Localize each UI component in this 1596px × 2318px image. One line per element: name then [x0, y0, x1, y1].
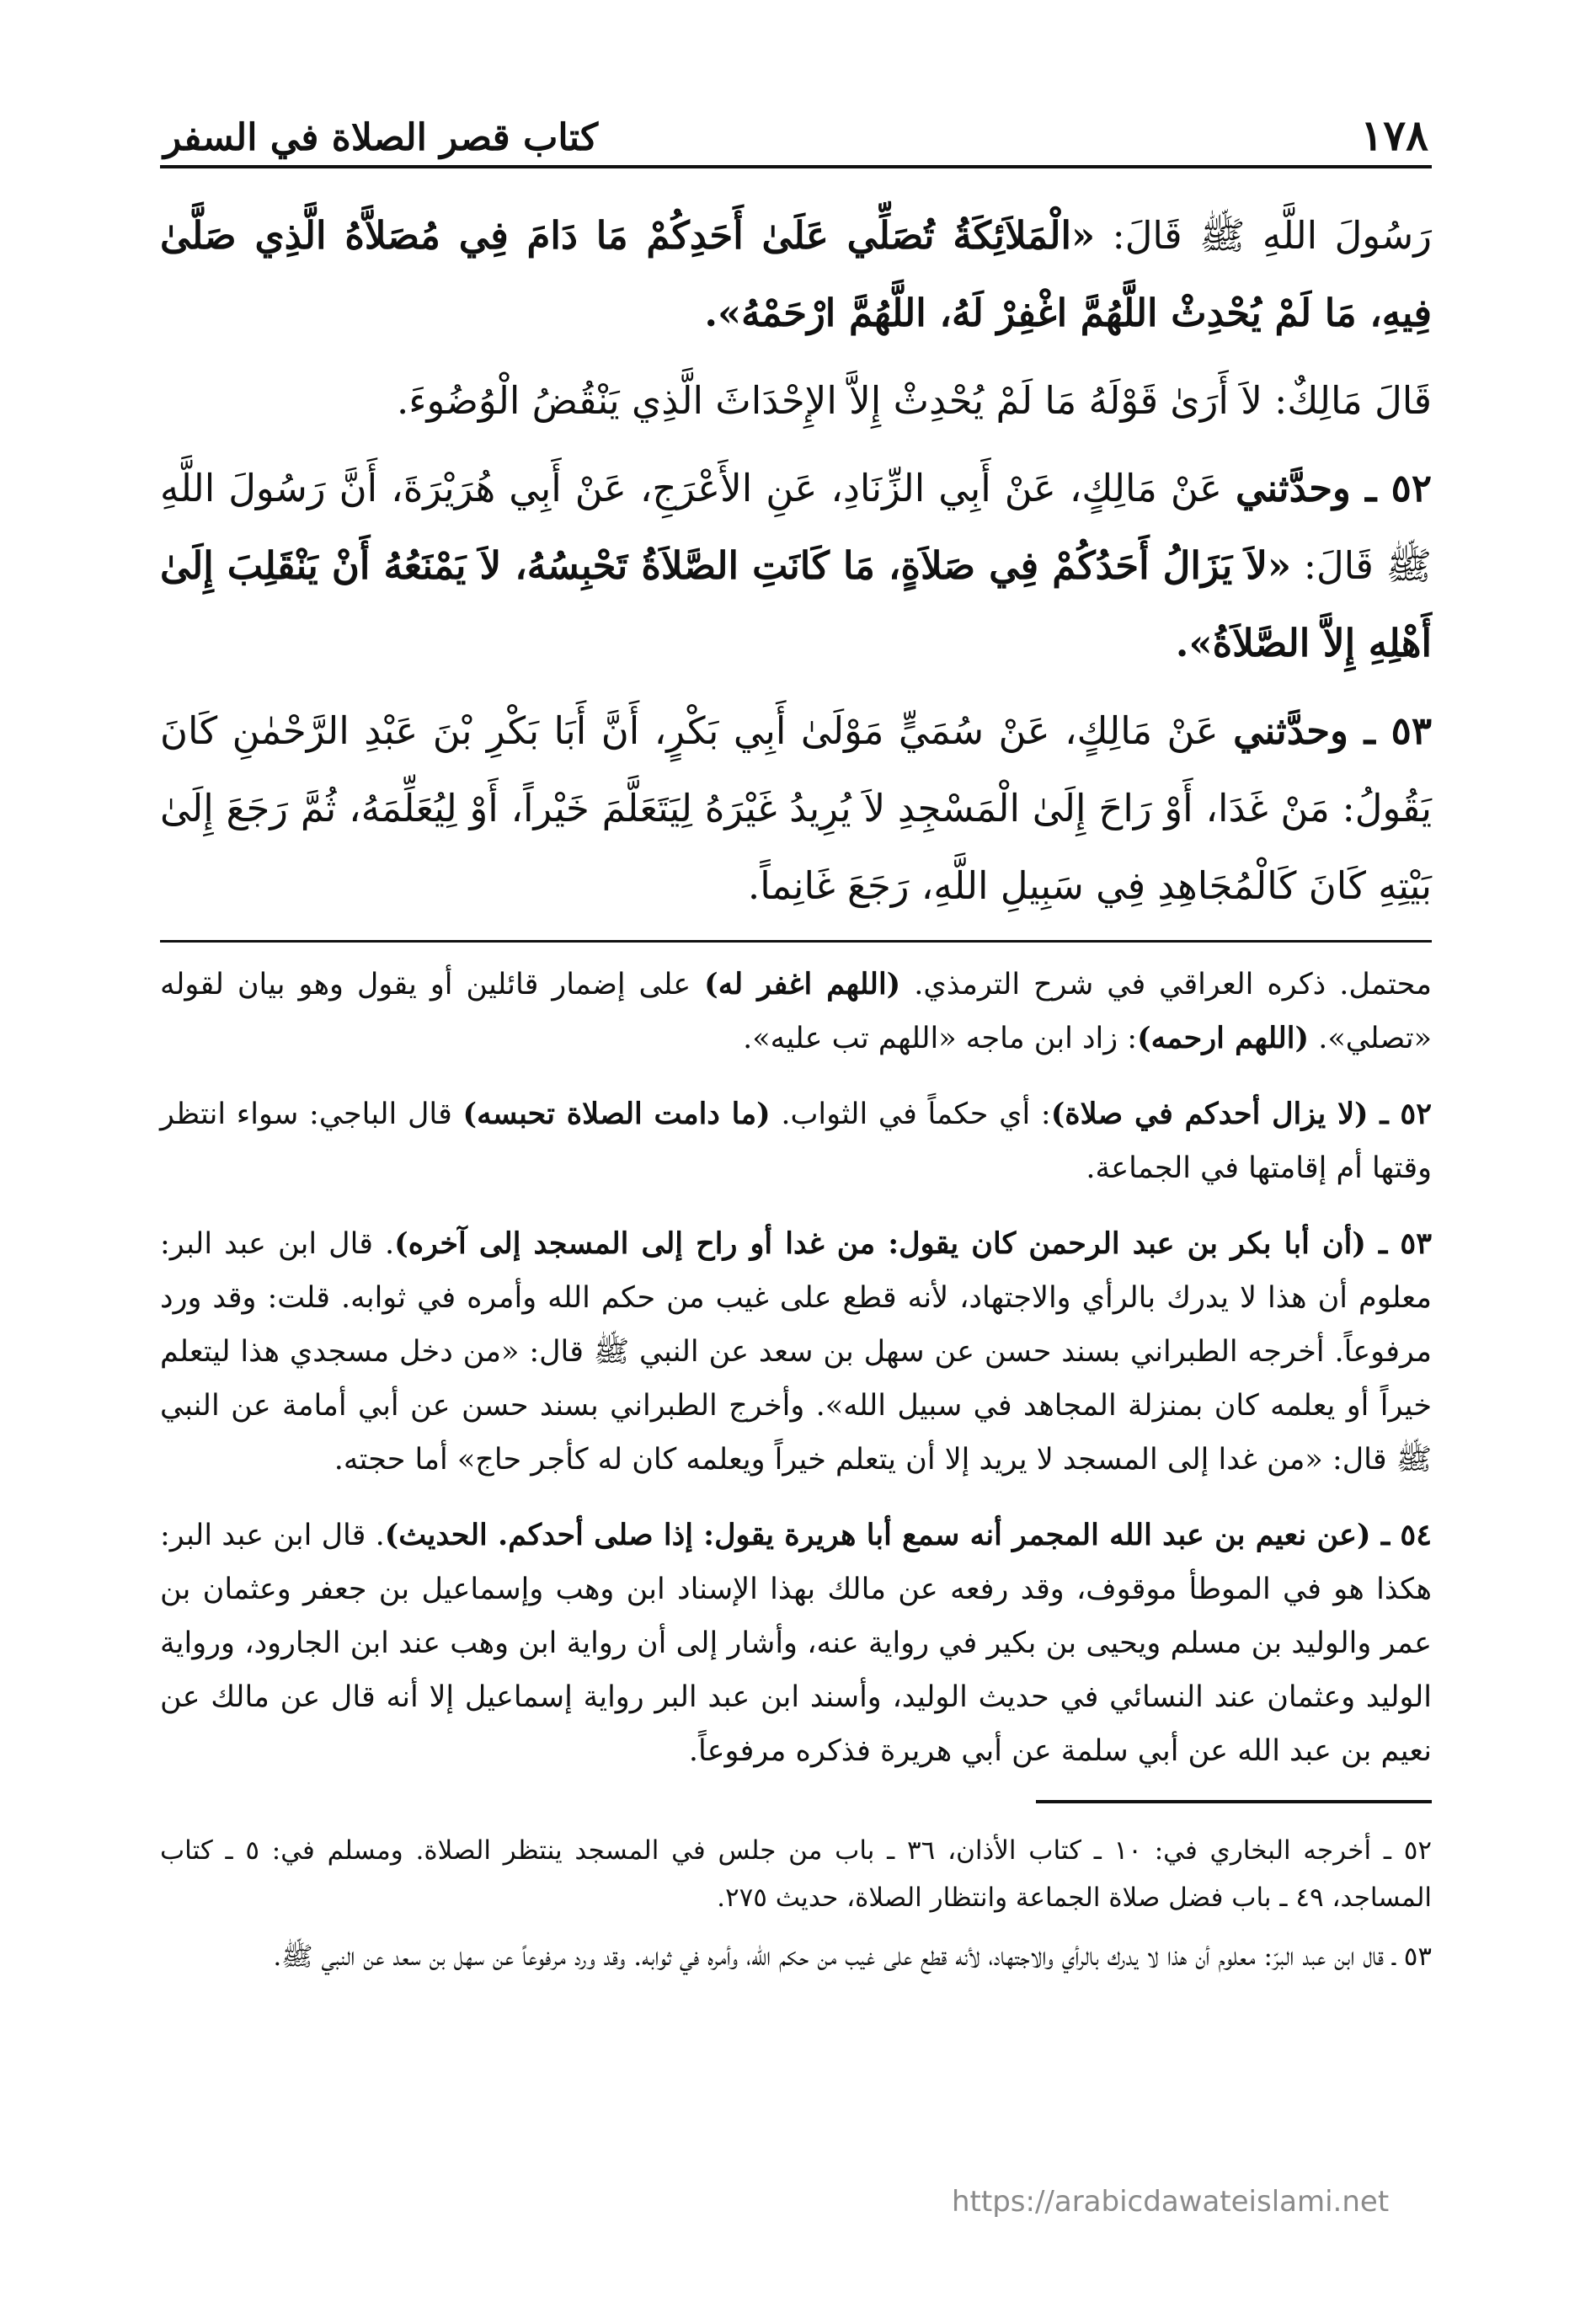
commentary-paragraph	[160, 958, 1432, 1066]
commentary-text: قال الباجي: سواء انتظر وقتها أم إقامتها في الجماعة.	[160, 1098, 1432, 1185]
commentary-section	[160, 958, 1432, 1778]
footnotes-section	[160, 1827, 1432, 1980]
footnote: ٥٣ ـ قال ابن عبد البرّ: معلوم أن هذا لا يدرك بالرأي والاجتهاد، لأنه قطع على غيب من حكم الله، وأمره في ثوابه. وقد ورد مرفوعاً عن سهل بن سعد عن النبي ﷺ.	[273, 1941, 1432, 1972]
hadith-main-text	[160, 197, 1432, 925]
hadith-paragraph	[160, 692, 1432, 925]
hadith-paragraph	[160, 450, 1432, 682]
running-title: كتاب قصر الصلاة في السفر	[163, 116, 599, 159]
hadith-number: ٥٢ ـ وحدَّثني	[1235, 466, 1433, 510]
hadith-text: عَنْ مَالِكٍ، عَنْ سُمَيٍّ مَوْلَىٰ أَبِي بَكْرٍ، أَنَّ أَبَا بَكْرِ بْنَ عَبْدِ الرَّحْمٰنِ كَانَ يَقُولُ: مَنْ غَدَا، أَوْ رَاحَ إِلَىٰ الْمَسْجِدِ لاَ يُرِيدُ غَيْرَهُ لِيَتَعَلَّمَ خَيْراً، أَوْ لِيُعَلِّمَهُ، ثُمَّ رَجَعَ إِلَىٰ بَيْتِهِ كَانَ كَالْمُجَاهِدِ فِي سَبِيلِ اللَّهِ، رَجَعَ غَانِماً.	[160, 708, 1432, 908]
commentary-paragraph	[160, 1087, 1432, 1195]
commentary-paragraph	[160, 1217, 1432, 1487]
commentary-heading: (ما دامت الصلاة تحبسه)	[462, 1097, 771, 1131]
commentary-text: : زاد ابن ماجه «اللهم تب عليه».	[743, 1022, 1138, 1055]
commentary-text: محتمل. ذكره العراقي في شرح الترمذي.	[914, 968, 1432, 1001]
page-number: ١٧٨	[1360, 110, 1428, 160]
hadith-text: رَسُولَ اللَّهِ ﷺ قَالَ:	[1112, 213, 1432, 258]
hadith-text: عَنْ مَالِكٍ، عَنْ أَبِي الزِّنَادِ، عَنِ الأَعْرَجِ، عَنْ أَبِي هُرَيْرَةَ، أَنَّ رَسُولَ اللَّهِ ﷺ قَالَ:	[160, 466, 1432, 588]
watermark-url: https://arabicdawateislami.net	[952, 2185, 1390, 2219]
commentary-heading: ٥٤ ـ (عن نعيم بن عبد الله المجمر أنه سمع أبا هريرة يقول: إذا صلى أحدكم. الحديث)	[384, 1518, 1432, 1552]
commentary-paragraph	[160, 1509, 1432, 1778]
hadith-quote: «لاَ يَزَالُ أَحَدُكُمْ فِي صَلاَةٍ، مَا كَانَتِ الصَّلاَةُ تَحْبِسُهُ، لاَ يَمْنَعُهُ أَنْ يَنْقَلِبَ إِلَىٰ أَهْلِهِ إِلاَّ الصَّلاَةُ».	[160, 543, 1432, 665]
malik-comment: قَالَ مَالِكٌ: لاَ أَرَىٰ قَوْلَهُ مَا لَمْ يُحْدِثْ إِلاَّ الإِحْدَاثَ الَّذِي يَنْقُضُ الْوُضُوءَ.	[397, 378, 1432, 423]
commentary-heading: (اللهم اغفر له)	[704, 967, 901, 1001]
footnote-divider	[1036, 1800, 1432, 1803]
hadith-quote: «الْمَلاَئِكَةُ تُصَلِّي عَلَىٰ أَحَدِكُمْ مَا دَامَ فِي مُصَلاَّهُ الَّذِي صَلَّىٰ فِيهِ، مَا لَمْ يُحْدِثْ اللَّهُمَّ اغْفِرْ لَهُ، اللَّهُمَّ ارْحَمْهُ».	[160, 213, 1432, 335]
page-header	[160, 101, 1432, 168]
footnote: ٥٢ ـ أخرجه البخاري في: ١٠ ـ كتاب الأذان، ٣٦ ـ باب من جلس في المسجد ينتظر الصلاة. ومسلم في: ٥ ـ كتاب المساجد، ٤٩ ـ باب فضل صلاة الجماعة وانتظار الصلاة، حديث ٢٧٥.	[160, 1835, 1432, 1913]
commentary-text: . قال ابن عبد البر: معلوم أن هذا لا يدرك بالرأي والاجتهاد، لأنه قطع على غيب من حكم الله وأمره في ثوابه. قلت: وقد ورد مرفوعاً. أخرجه الطبراني بسند حسن عن سهل بن سعد عن النبي ﷺ قال: «من دخل مسجدي هذا ليتعلم خيراً أو يعلمه كان بمنزلة المجاهد في سبيل الله». وأخرج الطبراني بسند حسن عن أبي أمامة عن النبي ﷺ قال: «من غدا إلى المسجد لا يريد إلا أن يتعلم خيراً ويعلمه كان له كأجر حاج» أما حجته.	[160, 1227, 1432, 1477]
hadith-paragraph	[160, 197, 1432, 352]
commentary-heading: (اللهم ارحمه)	[1137, 1021, 1310, 1055]
commentary-heading: ٥٢ ـ (لا يزال أحدكم في صلاة)	[1050, 1097, 1432, 1131]
commentary-text: : أي حكماً في الثواب.	[781, 1098, 1051, 1131]
section-divider	[160, 940, 1432, 943]
commentary-text: . قال ابن عبد البر: هكذا هو في الموطأ موقوف، وقد رفعه عن مالك بهذا الإسناد ابن وهب وإسماعيل بن جعفر وعثمان بن عمر والوليد بن مسلم ويحيى بن بكير في رواية عنه، وأشار إلى أن رواية ابن وهب عند ابن الجارود، ورواية الوليد وعثمان عند النسائي في حديث الوليد، وأسند ابن عبد البر رواية إسماعيل إلا أنه قال عن مالك عن نعيم بن عبد الله عن أبي سلمة عن أبي هريرة فذكره مرفوعاً.	[160, 1519, 1432, 1768]
commentary-heading: ٥٣ ـ (أن أبا بكر بن عبد الرحمن كان يقول: من غدا أو راح إلى المسجد إلى آخره)	[394, 1226, 1432, 1261]
commentary-text: على إضمار قائلين أو يقول وهو بيان لقوله «تصلي».	[160, 968, 1432, 1055]
hadith-number: ٥٣ ـ وحدَّثني	[1233, 708, 1432, 753]
